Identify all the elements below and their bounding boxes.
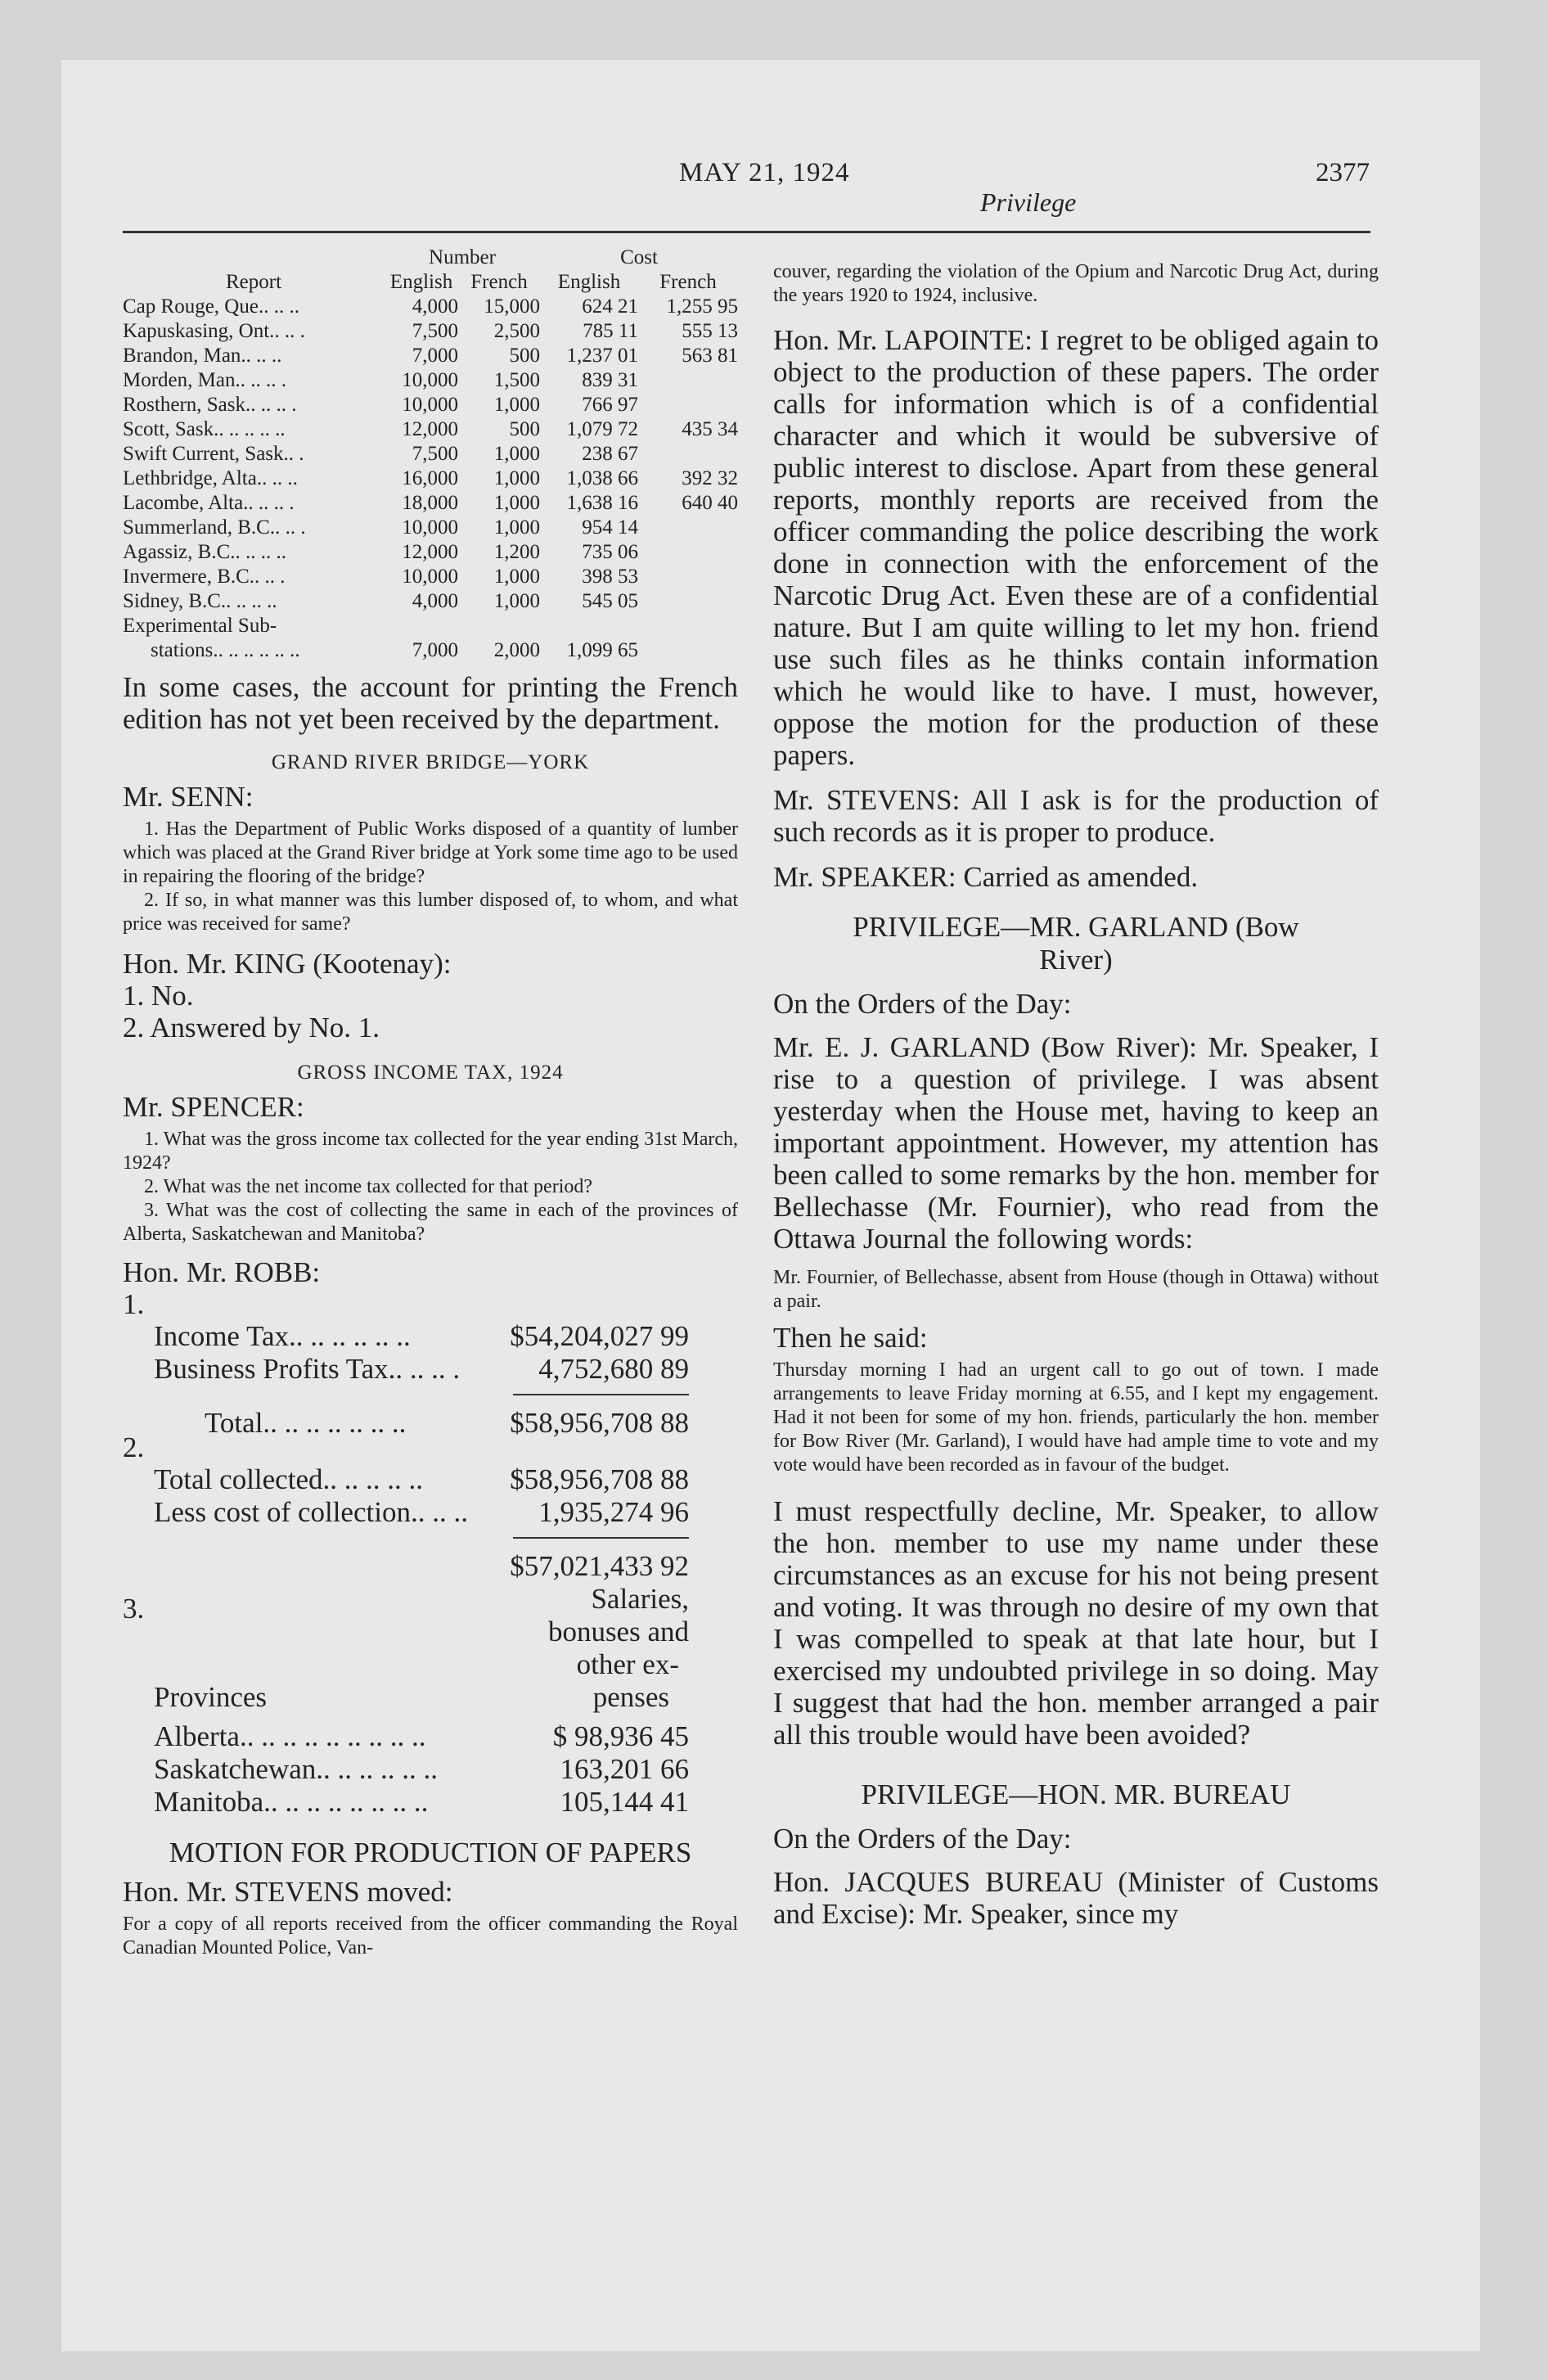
- table-row: [123, 295, 738, 319]
- table-row: [123, 638, 738, 663]
- report-value-cell: 4,000: [412, 295, 458, 318]
- page-number: 2377: [1316, 158, 1370, 187]
- report-value-cell: 500: [509, 418, 540, 440]
- expenses-header-line-1: Salaries,: [591, 1583, 689, 1615]
- king-answer-2: 2. Answered by No. 1.: [123, 1012, 380, 1044]
- report-value-cell: [458, 614, 540, 638]
- total-collected-amount: $58,956,708 88: [510, 1463, 689, 1495]
- report-value-cell: 640 40: [682, 492, 738, 514]
- report-location-cell: Morden, Man.. .. .. .: [123, 369, 286, 391]
- report-location-cell: Summerland, B.C.. .. .: [123, 516, 306, 539]
- saskatchewan-label: Saskatchewan.. .. .. .. .. ..: [154, 1753, 439, 1785]
- report-value-cell: [638, 393, 738, 417]
- provinces-label: Provinces: [154, 1681, 268, 1713]
- business-profits-amount: 4,752,680 89: [538, 1353, 689, 1385]
- motion-heading: MOTION FOR PRODUCTION OF PAPERS: [169, 1837, 692, 1868]
- report-value-cell: 18,000: [402, 492, 458, 514]
- manitoba-label: Manitoba.. .. .. .. .. .. .. ..: [154, 1786, 429, 1818]
- report-value-cell: 563 81: [682, 345, 738, 367]
- report-value-cell: 1,200: [493, 541, 540, 563]
- report-value-cell: [638, 589, 738, 614]
- cost-of-collection-row: [123, 1496, 738, 1529]
- income-tax-row: [123, 1320, 738, 1353]
- report-value-cell: [638, 368, 738, 393]
- report-value-cell: 545 05: [582, 590, 638, 612]
- report-value-cell: 735 06: [582, 541, 638, 563]
- report-location-cell: Swift Current, Sask.. .: [123, 443, 304, 465]
- report-value-cell: 10,000: [402, 369, 458, 391]
- orders-of-day-2: On the Orders of the Day:: [773, 1823, 1072, 1855]
- report-value-cell: 1,000: [493, 590, 540, 612]
- robb-speaker: Hon. Mr. ROBB:: [123, 1256, 321, 1288]
- report-value-cell: 1,000: [493, 394, 540, 416]
- report-value-cell: [638, 565, 738, 589]
- report-value-cell: 624 21: [582, 295, 638, 318]
- report-location-cell: Brandon, Man.. .. ..: [123, 345, 282, 367]
- spencer-question-2: 2. What was the net income tax collected for that period?: [144, 1176, 593, 1197]
- report-location-cell: Scott, Sask.. .. .. .. ..: [123, 418, 286, 440]
- report-value-cell: 10,000: [402, 516, 458, 539]
- cost-of-collection-label: Less cost of collection.. .. ..: [154, 1496, 468, 1528]
- report-value-cell: 1,000: [493, 443, 540, 465]
- speaker-ruling: Mr. SPEAKER: Carried as amended.: [773, 861, 1199, 893]
- report-value-cell: 1,079 72: [566, 418, 638, 440]
- provinces-header: [123, 1583, 738, 1720]
- table-row: [123, 589, 738, 614]
- lapointe-reply: Hon. Mr. LAPOINTE: I regret to be obliged again to object to the production of these papers. The order calls for information which is of a confidential character and which it would be subversive of public interest to disclose. Apart from these general reports, monthly reports are received from the officer commanding the police describing the work done in connection with the enforcement of the Narcotic Drug Act. Even these are of a confidential nature. But I am quite willing to let my hon. friend use such files as he thinks contain information which he would like to have. I must, however, oppose the motion for the production of these papers.: [773, 324, 1379, 771]
- report-value-cell: 1,000: [493, 492, 540, 514]
- expenses-header-line-2: bonuses and: [547, 1616, 689, 1648]
- section-title: Privilege: [980, 187, 1077, 217]
- orders-of-day-1: On the Orders of the Day:: [773, 988, 1072, 1020]
- report-value-cell: 1,000: [493, 516, 540, 539]
- header-rule: [123, 231, 1370, 233]
- report-value-cell: [385, 614, 458, 638]
- alberta-label: Alberta.. .. .. .. .. .. .. .. ..: [154, 1720, 426, 1752]
- report-value-cell: 392 32: [682, 467, 738, 489]
- report-value-cell: 555 13: [682, 320, 738, 342]
- report-value-cell: 500: [509, 345, 540, 367]
- alberta-amount: $ 98,936 45: [552, 1720, 689, 1752]
- grand-river-heading: GRAND RIVER BRIDGE—YORK: [271, 751, 590, 773]
- report-value-cell: [638, 638, 738, 663]
- group-header-number: Number: [429, 246, 496, 268]
- expenses-header-line-3: other ex-: [576, 1648, 679, 1680]
- column-header: English: [557, 271, 621, 293]
- garland-reply: I must respectfully decline, Mr. Speaker, to allow the hon. member to use my name under these circumstances as an excuse for his not being present and voting. It was through no desire of my own that I was compelled to speak at that late hour, but I exercised my undoubted privilege in so doing. May I suggest that had the hon. member arranged a pair all this trouble would have been avoided?: [773, 1495, 1379, 1751]
- report-value-cell: 954 14: [582, 516, 638, 539]
- report-value-cell: 1,038 66: [566, 467, 638, 489]
- total-collected-label: Total collected.. .. .. .. ..: [154, 1463, 423, 1495]
- report-value-cell: 785 11: [583, 320, 638, 342]
- report-value-cell: 1,099 65: [566, 639, 638, 661]
- answer-number-2: 2.: [123, 1431, 145, 1463]
- page-date: MAY 21, 1924: [679, 158, 850, 187]
- report-value-cell: 766 97: [582, 394, 638, 416]
- table-row: [123, 393, 738, 417]
- net-amount: $57,021,433 92: [510, 1550, 689, 1582]
- report-value-cell: 10,000: [402, 394, 458, 416]
- report-table-column-header: [123, 270, 738, 295]
- quote-fournier-absent: Mr. Fournier, of Bellechasse, absent from House (though in Ottawa) without a pair.: [773, 1267, 1379, 1312]
- column-header: English: [389, 271, 453, 293]
- report-value-cell: 1,000: [493, 566, 540, 588]
- spencer-speaker: Mr. SPENCER:: [123, 1091, 304, 1123]
- report-location-cell: Invermere, B.C.. .. .: [123, 566, 286, 588]
- income-tax-heading: GROSS INCOME TAX, 1924: [297, 1062, 564, 1084]
- column-header: Report: [225, 271, 282, 293]
- table-row: [123, 442, 738, 467]
- report-location-cell: Sidney, B.C.. .. .. ..: [123, 590, 277, 612]
- senn-speaker: Mr. SENN:: [123, 781, 254, 813]
- answer-number-1: 1.: [123, 1288, 145, 1320]
- table-row: [123, 344, 738, 368]
- expenses-header-line-4: penses: [592, 1681, 669, 1713]
- king-answer-1: 1. No.: [123, 980, 194, 1012]
- report-value-cell: [638, 614, 738, 638]
- answer-number-3: 3.: [123, 1593, 145, 1625]
- left-column: [123, 246, 738, 1960]
- report-value-cell: 2,000: [493, 639, 540, 661]
- report-value-cell: 7,000: [412, 345, 458, 367]
- report-value-cell: 1,237 01: [566, 345, 638, 367]
- report-value-cell: 7,500: [412, 443, 458, 465]
- group-header-cost: Cost: [620, 246, 658, 268]
- saskatchewan-row: [123, 1753, 738, 1786]
- total-collected-row: [123, 1463, 738, 1496]
- bureau-speech: Hon. JACQUES BUREAU (Minister of Customs and Excise): Mr. Speaker, since my: [773, 1866, 1379, 1930]
- table-row: [123, 319, 738, 344]
- table-row: [123, 417, 738, 442]
- report-value-cell: [638, 516, 738, 540]
- motion-continuation: couver, regarding the violation of the Opium and Narcotic Drug Act, during the years 1920 to 1924, inclusive.: [773, 261, 1379, 306]
- report-value-cell: 839 31: [582, 369, 638, 391]
- column-header: French: [470, 271, 528, 293]
- king-speaker: Hon. Mr. KING (Kootenay):: [123, 948, 452, 980]
- report-value-cell: 435 34: [682, 418, 738, 440]
- report-value-cell: [638, 540, 738, 565]
- report-value-cell: 1,638 16: [566, 492, 638, 514]
- table-row: [123, 491, 738, 516]
- business-profits-label: Business Profits Tax.. .. .. .: [154, 1353, 461, 1385]
- report-value-cell: [638, 442, 738, 467]
- report-location-cell: Experimental Sub-: [123, 615, 277, 637]
- table-row: [123, 516, 738, 540]
- senn-question-1: 1. Has the Department of Public Works disposed of a quantity of lumber which was placed at the Grand River bridge at York some time ago to be used in repairing the flooring of the bridge?: [123, 818, 738, 887]
- senn-question-2: 2. If so, in what manner was this lumber disposed of, to whom, and what price was received for same?: [123, 890, 738, 935]
- net-row: [123, 1550, 738, 1583]
- report-value-cell: [540, 614, 638, 638]
- report-location-cell: Rosthern, Sask.. .. .. .: [123, 394, 297, 416]
- report-location-cell: Lethbridge, Alta.. .. ..: [123, 467, 298, 489]
- report-location-cell: stations.. .. .. .. .. ..: [151, 639, 300, 661]
- garland-speech: Mr. E. J. GARLAND (Bow River): Mr. Speaker, I rise to a question of privilege. I was absent yesterday when the House met, having to keep an important appointment. However, my attention has been called to some remarks by the hon. member for Bellechasse (Mr. Fournier), who read from the Ottawa Journal the following words:: [773, 1031, 1379, 1255]
- report-value-cell: 16,000: [402, 467, 458, 489]
- stevens-reply: Mr. STEVENS: All I ask is for the production of such records as it is proper to produce.: [773, 784, 1379, 848]
- quote-fournier-statement: Thursday morning I had an urgent call to go out of town. I made arrangements to leave Friday morning at 6.55, and I kept my engagement. Had it not been for some of my hon. friends, particularly the hon. member for Bow River (Mr. Garland), I would have had ample time to vote and my vote would have been recorded as in favour of the budget.: [773, 1359, 1379, 1476]
- report-value-cell: 1,255 95: [666, 295, 738, 318]
- business-profits-row: [123, 1353, 738, 1386]
- alberta-row: [123, 1720, 738, 1753]
- report-value-cell: 398 53: [582, 566, 638, 588]
- cost-of-collection-amount: 1,935,274 96: [538, 1496, 689, 1528]
- bureau-heading: PRIVILEGE—HON. MR. BUREAU: [861, 1778, 1291, 1810]
- total-label: Total.. .. .. .. .. .. ..: [205, 1407, 407, 1439]
- report-value-cell: 238 67: [582, 443, 638, 465]
- report-value-cell: 1,000: [493, 467, 540, 489]
- report-value-cell: 15,000: [484, 295, 540, 318]
- report-value-cell: 10,000: [402, 566, 458, 588]
- report-table-body: [123, 295, 738, 663]
- report-table: [123, 246, 738, 663]
- sum-rule: [513, 1394, 689, 1395]
- motion-text: For a copy of all reports received from the officer commanding the Royal Canadian Mounted Police, Van-: [123, 1913, 738, 1959]
- report-table-group-header: [123, 246, 738, 270]
- income-tax-label: Income Tax.. .. .. .. .. ..: [154, 1320, 411, 1352]
- report-location-cell: Kapuskasing, Ont.. .. .: [123, 320, 305, 342]
- then-he-said: Then he said:: [773, 1322, 928, 1354]
- spencer-question-3: 3. What was the cost of collecting the same in each of the provinces of Alberta, Saskatchewan and Manitoba?: [123, 1200, 738, 1245]
- report-value-cell: 1,500: [493, 369, 540, 391]
- table-row: [123, 467, 738, 491]
- manitoba-amount: 105,144 41: [560, 1786, 689, 1818]
- column-header: French: [659, 271, 717, 293]
- report-location-cell: Agassiz, B.C.. .. .. ..: [123, 541, 286, 563]
- garland-heading: PRIVILEGE—MR. GARLAND (Bow River): [853, 911, 1299, 976]
- total-row: [123, 1407, 738, 1440]
- total-amount: $58,956,708 88: [510, 1407, 689, 1439]
- report-value-cell: 12,000: [402, 418, 458, 440]
- report-value-cell: 2,500: [493, 320, 540, 342]
- report-value-cell: 4,000: [412, 590, 458, 612]
- table-row: [123, 540, 738, 565]
- sum-rule: [513, 1537, 689, 1539]
- report-location-cell: Lacombe, Alta.. .. .. .: [123, 492, 295, 514]
- right-column: [773, 246, 1379, 1930]
- report-value-cell: 12,000: [402, 541, 458, 563]
- report-value-cell: 7,000: [412, 639, 458, 661]
- table-row: [123, 565, 738, 589]
- spencer-question-1: 1. What was the gross income tax collected for the year ending 31st March, 1924?: [123, 1129, 738, 1174]
- french-edition-note: In some cases, the account for printing the French edition has not yet been received by the department.: [123, 671, 738, 735]
- table-row: [123, 614, 738, 638]
- stevens-moved: Hon. Mr. STEVENS moved:: [123, 1876, 453, 1908]
- income-tax-amount: $54,204,027 99: [510, 1320, 689, 1352]
- table-row: [123, 368, 738, 393]
- manitoba-row: [123, 1786, 738, 1819]
- report-location-cell: Cap Rouge, Que.. .. ..: [123, 295, 299, 318]
- report-value-cell: 7,500: [412, 320, 458, 342]
- saskatchewan-amount: 163,201 66: [560, 1753, 689, 1785]
